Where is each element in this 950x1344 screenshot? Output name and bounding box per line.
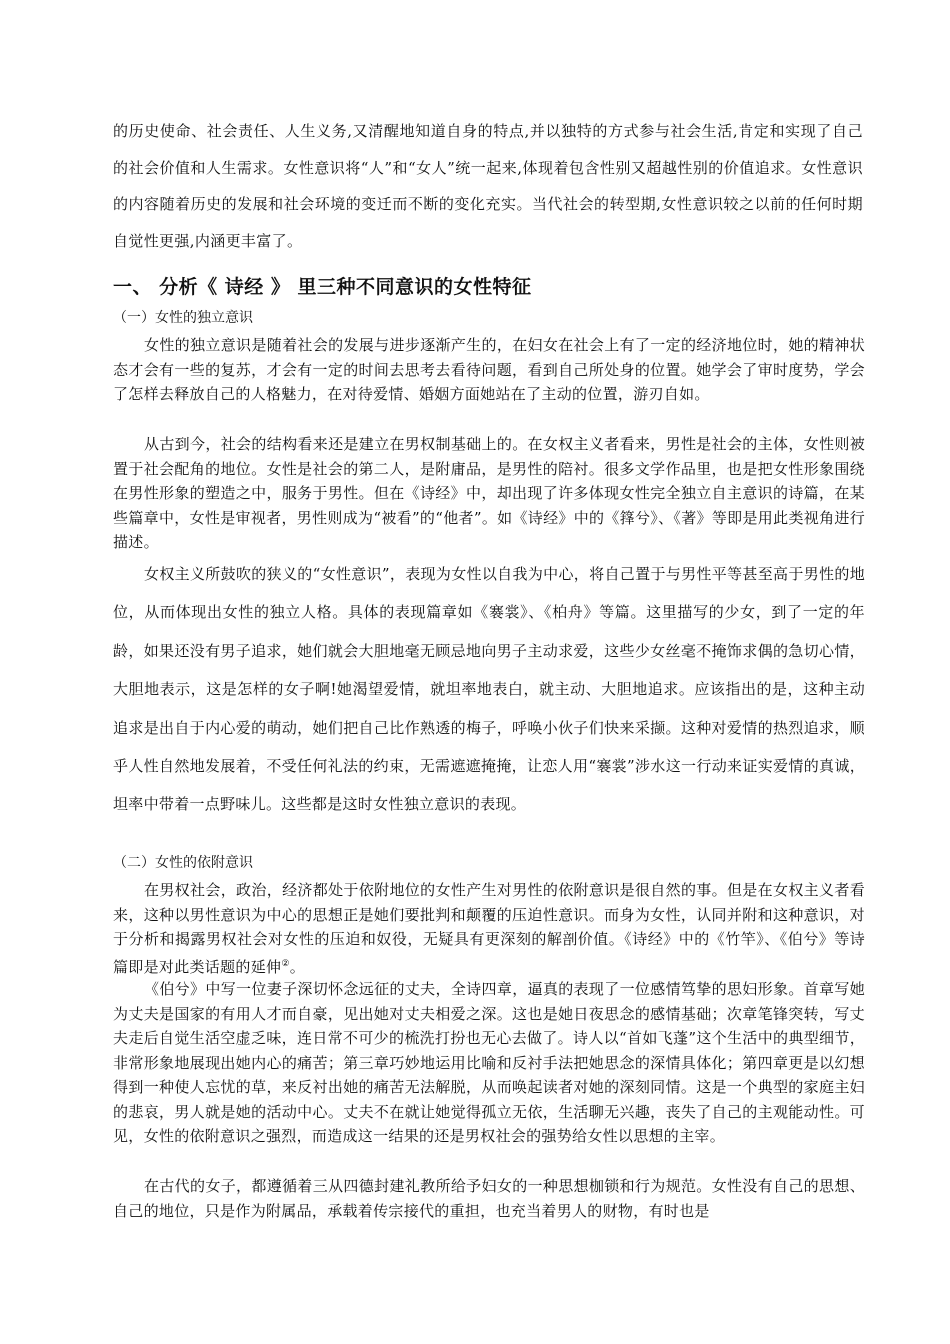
intro-paragraph: 的历史使命、社会责任、人生义务,又清醒地知道自身的特点,并以独特的方式参与社会生活,肯定和实现了自己的社会价值和人生需求。女性意识将“人”和“女人”统一起来,体现着包含性别又超越性别的价值追求。女性意识的内容随着历史的发展和社会环境的变迁而不断的变化充实。当代社会的转型期,女性意识较之以前的任何时期自觉性更强,内涵更丰富了。	[113, 122, 863, 250]
paragraph-independence-2: 从古到今，社会的结构看来还是建立在男权制基础上的。在女权主义者看来，男性是社会的主体，女性则被置于社会配角的地位。女性是社会的第二人，是附庸品，是男性的陪衬。很多文学作品里，也是把女性形象围绕在男性形象的塑造之中，服务于男性。但在《诗经》中，却出现了许多体现女性完全独立自主意识的诗篇，在某些篇章中，女性是审视者，男性则成为“被看”的“他者”。如《诗经》中的《箨兮》、《著》等即是用此类视角进行描述。	[113, 435, 865, 551]
subsection-2-title: （二）女性的依附意识	[113, 855, 253, 871]
paragraph-dependence-1-text: 在男权社会，政治，经济都处于依附地位的女性产生对男性的依附意识是很自然的事。但是在女权主义者看来，这种以男性意识为中心的思想正是她们要批判和颠覆的压迫性意识。而身为女性，认同并附和这种意识，对于分析和揭露男权社会对女性的压迫和奴役，无疑具有更深刻的解剖价值。《诗经》中的《竹竿》、《伯兮》等诗篇即是对此类话题的延伸	[113, 881, 865, 976]
paragraph-dependence-1-end: 。	[289, 957, 305, 976]
paragraph-dependence-3: 在古代的女子，都遵循着三从四德封建礼教所给予妇女的一种思想枷锁和行为规范。女性没有自己的思想、自己的地位，只是作为附属品，承载着传宗接代的重担，也充当着男人的财物，有时也是	[113, 1177, 865, 1220]
footnote-mark: ②	[281, 958, 290, 969]
paragraph-dependence-2: 《伯兮》中写一位妻子深切怀念远征的丈夫，全诗四章，逼真的表现了一位感情笃挚的思妇形象。首章写她为丈夫是国家的有用人才而自豪，见出她对丈夫相爱之深。这也是她日夜思念的感情基础；次章笔锋突转，写丈夫走后自觉生活空虚乏味，连日常不可少的梳洗打扮也无心去做了。诗人以“首如飞蓬”这个生活中的典型细节，非常形象地展现出她内心的痛苦；第三章巧妙地运用比喻和反衬手法把她思念的深情具体化；第四章更是以幻想得到一种使人忘忧的草，来反衬出她的痛苦无法解脱，从而唤起读者对她的深刻同情。这是一个典型的家庭主妇的悲哀，男人就是她的活动中心。丈夫不在就让她觉得孤立无依，生活聊无兴趣，丧失了自己的主观能动性。可见，女性的依附意识之强烈，而造成这一结果的还是男权社会的强势给女性以思想的主宰。	[113, 980, 865, 1145]
paragraph-independence-1: 女性的独立意识是随着社会的发展与进步逐渐产生的，在妇女在社会上有了一定的经济地位时，她的精神状态才会有一些的复苏，才会有一定的时间去思考去看待问题，看到自己所处身的位置。她学会了审时度势，学会了怎样去释放自己的人格魅力，在对待爱情、婚姻方面她站在了主动的位置，游刃自如。	[113, 336, 865, 403]
paragraph-independence-3: 女权主义所鼓吹的狭义的“女性意识”，表现为女性以自我为中心，将自己置于与男性平等甚至高于男性的地位，从而体现出女性的独立人格。具体的表现篇章如《褰裳》、《柏舟》等篇。这里描写的少女，到了一定的年龄，如果还没有男子追求，她们就会大胆地毫无顾忌地向男子主动求爱，这些少女丝毫不掩饰求偶的急切心情，大胆地表示，这是怎样的女子啊!她渴望爱情，就坦率地表白，就主动、大胆地追求。应该指出的是，这种主动追求是出自于内心爱的萌动，她们把自己比作熟透的梅子，呼唤小伙子们快来采撷。这种对爱情的热烈追求，顺乎人性自然地发展着，不受任何礼法的约束，无需遮遮掩掩，让恋人用“褰裳”涉水这一行动来证实爱情的真诚，坦率中带着一点野味儿。这些都是这时女性独立意识的表现。	[113, 565, 865, 814]
subsection-1-title: （一）女性的独立意识	[113, 310, 253, 326]
paragraph-dependence-1	[113, 878, 865, 979]
section-heading: 一、 分析《 诗经 》 里三种不同意识的女性特征	[113, 276, 532, 298]
